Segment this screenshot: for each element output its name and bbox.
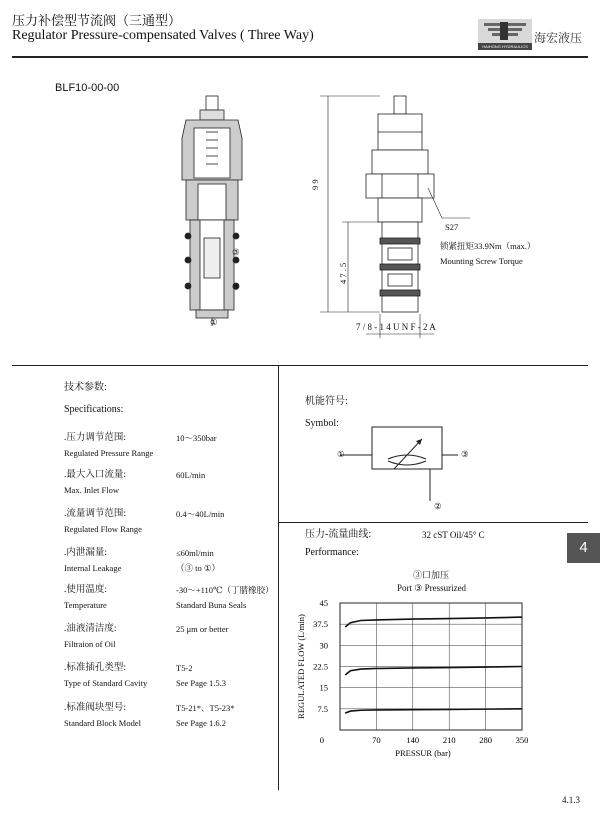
symbol-port-1: ①: [337, 449, 345, 459]
y-tick-label: 45: [319, 598, 328, 608]
spec-label-cn: .压力调节范围:: [64, 433, 127, 443]
header-rule: [12, 56, 588, 58]
spec-value: T5-2: [176, 663, 193, 673]
frame-divider-h: [278, 522, 588, 523]
x-tick-label: 280: [479, 735, 492, 745]
spec-value: -30～+110℃（丁腈橡胶）: [176, 585, 274, 595]
x-tick-label: 140: [406, 735, 420, 745]
spec-label-cn: .标准插孔类型:: [64, 663, 127, 673]
spec-label-cn: .最大入口流量:: [64, 470, 127, 480]
y-tick-label: 7.5: [317, 703, 328, 714]
valve-drawing: [170, 88, 470, 348]
symbol-port-2: ②: [434, 501, 442, 511]
spec-label-cn: .使用温度:: [64, 585, 108, 595]
hex-size: S27: [445, 222, 459, 232]
y-tick-label: 22.5: [313, 661, 328, 672]
logo-sub: HAIHONG HYDRAULICS: [482, 44, 528, 49]
x-axis-label: PRESSUR (bar): [395, 748, 451, 758]
function-symbol: [340, 425, 500, 515]
y-tick-label: 30: [319, 640, 328, 651]
series-line: [345, 617, 522, 627]
frame-divider-v: [278, 365, 279, 790]
series-line: [345, 667, 522, 675]
y-tick-label: 15: [319, 682, 328, 693]
spec-label-cn: .流量调节范围:: [64, 509, 127, 519]
y-axis-label: REGULATED FLOW (L/min): [296, 614, 306, 719]
spec-label-en: Standard Block Model: [64, 718, 141, 728]
origin-label: 0: [319, 735, 324, 745]
symbol-heading-en: Symbol:: [305, 418, 339, 429]
section-port-1: ①: [210, 317, 218, 327]
spec-label-cn: .内泄漏量:: [64, 548, 108, 558]
spec-value-2: （③ to ①）: [176, 563, 220, 573]
thread-spec: 7 / 8 - 1 4 U N F - 2 A: [356, 322, 436, 332]
perf-port-en: Port ③ Pressurized: [397, 583, 467, 593]
spec-label-en: Filtraion of Oil: [64, 639, 116, 649]
series-line: [345, 709, 522, 713]
specs-heading-en: Specifications:: [64, 404, 124, 415]
spec-label-en: Max. Inlet Flow: [64, 485, 120, 495]
section-tab: [567, 533, 600, 563]
symbol-port-3: ③: [461, 449, 469, 459]
y-tick-label: 37.5: [313, 619, 328, 630]
spec-value: 10～350bar: [176, 433, 217, 443]
logo-company: 海宏液压: [534, 31, 583, 45]
title-en: Regulator Pressure-compensated Valves ( Three Way): [12, 28, 314, 43]
perf-oil: 32 cST Oil/45° C: [422, 530, 485, 540]
torque-en: Mounting Screw Torque: [440, 256, 523, 266]
company-logo: [478, 19, 588, 51]
spec-value: 25 μm or better: [176, 624, 229, 634]
section-tab-label: 4: [579, 539, 588, 556]
spec-value-2: See Page 1.6.2: [176, 718, 227, 728]
frame-rule-top: [12, 365, 588, 366]
dim-lower: 4 7 . 5: [338, 262, 348, 284]
spec-label-en: Temperature: [64, 600, 107, 610]
spec-value: 60L/min: [176, 470, 206, 480]
dim-total: 9 9: [310, 179, 320, 190]
symbol-heading-cn: 机能符号:: [305, 396, 348, 407]
performance-chart: [290, 595, 540, 767]
perf-heading-en: Performance:: [305, 547, 359, 558]
torque-cn: 锁紧扭矩33.9Nm（max.）: [440, 241, 536, 251]
spec-label-en: Regulated Flow Range: [64, 524, 142, 534]
spec-value: T5-21*、T5-23*: [176, 703, 235, 713]
section-port-3: ③: [232, 247, 240, 257]
spec-value-2: Standard Buna Seals: [176, 600, 247, 610]
external-view: [366, 96, 434, 312]
spec-label-cn: .标准阀块型号:: [64, 703, 127, 713]
spec-value-2: See Page 1.5.3: [176, 678, 227, 688]
spec-label-en: Internal Leakage: [64, 563, 122, 573]
page-number: 4.1.3: [562, 795, 580, 805]
spec-value: ≤60ml/min: [176, 548, 214, 558]
spec-value: 0.4～40L/min: [176, 509, 225, 519]
x-tick-label: 70: [372, 735, 381, 745]
model-code: BLF10-00-00: [55, 82, 120, 94]
x-tick-label: 210: [442, 735, 456, 745]
spec-label-cn: .油液清洁度:: [64, 624, 117, 634]
perf-port-cn: ③口加压: [413, 570, 450, 580]
x-tick-label: 350: [515, 735, 529, 745]
spec-label-en: Regulated Pressure Range: [64, 448, 154, 458]
section-port-2: ②: [232, 282, 240, 292]
specs-heading-cn: 技术参数:: [64, 382, 107, 393]
spec-label-en: Type of Standard Cavity: [64, 678, 148, 688]
perf-heading-cn: 压力-流量曲线:: [305, 529, 372, 540]
title-cn: 压力补偿型节流阀（三通型）: [12, 13, 182, 28]
